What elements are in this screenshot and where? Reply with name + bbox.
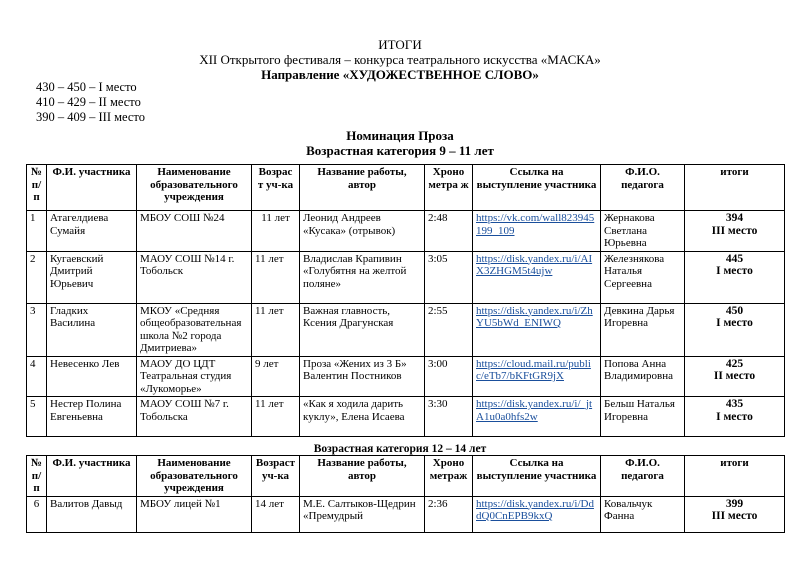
duration: 3:05 (425, 251, 473, 303)
col-header-link: Ссылка на выступление участника (473, 456, 601, 497)
col-header-num: № п/п (27, 456, 47, 497)
teacher-name: Бельш Наталья Игоревна (601, 397, 685, 437)
work-title: Леонид Андреев «Кусака» (отрывок) (300, 211, 425, 252)
result-place: III место (711, 224, 758, 237)
col-header-school: Наименование образовательного учреждения (137, 165, 252, 211)
participant-name: Валитов Давыд (47, 496, 137, 532)
result-cell (685, 397, 785, 437)
col-header-school: Наименование образовательного учреждения (137, 456, 252, 497)
table-row (27, 211, 785, 252)
table-row (27, 251, 785, 303)
result-place: I место (716, 317, 753, 329)
work-title: М.Е. Салтыков-Щедрин «Премудрый (300, 496, 425, 532)
table-header-row (27, 165, 785, 211)
result-cell (685, 211, 785, 252)
festival-title: XII Открытого фестиваля – конкурса театрального искусства «МАСКА» (199, 52, 601, 67)
performance-link-cell (473, 211, 601, 252)
direction-title: Направление «ХУДОЖЕСТВЕННОЕ СЛОВО» (261, 67, 539, 82)
school-name: МАОУ СОШ №14 г. Тобольск (137, 251, 252, 303)
result-score: 394 (725, 212, 744, 224)
participant-age: 9 лет (252, 356, 300, 397)
table-row (27, 303, 785, 356)
duration: 2:48 (425, 211, 473, 252)
performance-link-cell (473, 397, 601, 437)
participant-name: Невесенко Лев (47, 356, 137, 397)
col-header-link: Ссылка на выступление участника (473, 165, 601, 211)
school-name: МКОУ «Средняя общеобразовательная школа №2 города Дмитриева» (137, 303, 252, 356)
work-title: Владислав Крапивин «Голубятня на желтой поляне» (300, 251, 425, 303)
table-row (27, 496, 785, 532)
col-header-work: Название работы, автор (300, 165, 425, 211)
result-score: 445 (725, 252, 744, 265)
performance-link-cell (473, 496, 601, 532)
scoring-line-2: 410 – 429 – II место (36, 95, 141, 109)
teacher-name: Девкина Дарья Игоревна (601, 303, 685, 356)
performance-link[interactable]: https://vk.com/wall823945199_109 (476, 212, 595, 237)
duration: 2:36 (425, 496, 473, 532)
result-place: I место (716, 265, 753, 277)
scoring-line-1: 430 – 450 – I место (36, 80, 137, 94)
work-title: «Как я ходила дарить куклу», Елена Исаева (300, 397, 425, 437)
scoring-line-3: 390 – 409 – III место (36, 110, 145, 124)
age-category-2: Возрастная категория 12 – 14 лет (313, 443, 487, 455)
performance-link-cell (473, 251, 601, 303)
col-header-name: Ф.И. участника (47, 456, 137, 497)
result-cell (685, 303, 785, 356)
result-place: I место (716, 410, 753, 423)
participant-name: Гладких Василина (47, 303, 137, 356)
participant-age: 11 лет (252, 303, 300, 356)
row-num: 3 (27, 303, 47, 356)
result-cell (685, 496, 785, 532)
row-num: 6 (27, 496, 47, 532)
row-num: 4 (27, 356, 47, 397)
document-title: ИТОГИ (378, 37, 422, 52)
col-header-teacher: Ф.И.О. педагога (601, 456, 685, 497)
teacher-name: Железнякова Наталья Сергеевна (601, 251, 685, 303)
nomination-title: Номинация Проза (346, 128, 454, 143)
work-title: Проза «Жених из 3 Б» Валентин Постников (300, 356, 425, 397)
col-header-work: Название работы, автор (300, 456, 425, 497)
result-score: 450 (725, 304, 744, 317)
performance-link-cell (473, 303, 601, 356)
col-header-result: итоги (685, 165, 785, 211)
performance-link[interactable]: https://cloud.mail.ru/public/eTb7/bKFtGR9jX (476, 357, 591, 382)
col-header-age: Возрас т уч-ка (252, 165, 300, 211)
school-name: МБОУ лицей №1 (137, 496, 252, 532)
row-num: 1 (27, 211, 47, 252)
col-header-teacher: Ф.И.О. педагога (601, 165, 685, 211)
table-header-row (27, 456, 785, 497)
work-title: Важная главность, Ксения Драгунская (300, 303, 425, 356)
participant-name: Атагелдиева Сумайя (47, 211, 137, 252)
participant-age: 11 лет (252, 251, 300, 303)
result-score: 425 (725, 357, 744, 370)
col-header-age: Возраст уч-ка (252, 456, 300, 497)
age-category-1: Возрастная категория 9 – 11 лет (306, 143, 494, 158)
participant-name: Кугаевский Дмитрий Юрьевич (47, 251, 137, 303)
school-name: МБОУ СОШ №24 (137, 211, 252, 252)
teacher-name: Попова Анна Владимировна (601, 356, 685, 397)
col-header-result: итоги (685, 456, 785, 497)
duration: 2:55 (425, 303, 473, 356)
participant-age: 14 лет (252, 496, 300, 532)
col-header-num: № п/ п (27, 165, 47, 211)
col-header-name: Ф.И. участника (47, 165, 137, 211)
result-cell (685, 356, 785, 397)
row-num: 5 (27, 397, 47, 437)
results-table-2 (26, 455, 785, 533)
performance-link[interactable]: https://disk.yandex.ru/i/_jtA1u0a0hfs2w (476, 398, 593, 423)
participant-age: 11 лет (252, 211, 300, 252)
participant-name: Нестер Полина Евгеньевна (47, 397, 137, 437)
col-header-time: Хроно метраж (425, 456, 473, 497)
table-row (27, 356, 785, 397)
school-name: МАОУ ДО ЦДТ Театральная студия «Лукоморье» (137, 356, 252, 397)
result-place: II место (713, 370, 756, 382)
participant-age: 11 лет (252, 397, 300, 437)
col-header-time: Хроно метра ж (425, 165, 473, 211)
performance-link[interactable]: https://disk.yandex.ru/i/ZhYU5bWd_ENIWQ (476, 304, 593, 329)
row-num: 2 (27, 251, 47, 303)
result-cell (685, 251, 785, 303)
teacher-name: Ковальчук Фанна (601, 496, 685, 532)
result-score: 435 (725, 398, 744, 410)
result-place: III место (711, 510, 758, 522)
table-row (27, 397, 785, 437)
performance-link-cell (473, 356, 601, 397)
school-name: МАОУ СОШ №7 г. Тобольска (137, 397, 252, 437)
results-table-1 (26, 164, 785, 437)
performance-link[interactable]: https://disk.yandex.ru/i/DddQ0CnEPB9kxQ (476, 497, 594, 522)
performance-link[interactable]: https://disk.yandex.ru/i/AIX3ZHGM5t4ujw (476, 252, 593, 277)
duration: 3:00 (425, 356, 473, 397)
teacher-name: Жернакова Светлана Юрьевна (601, 211, 685, 252)
duration: 3:30 (425, 397, 473, 437)
result-score: 399 (725, 497, 744, 510)
